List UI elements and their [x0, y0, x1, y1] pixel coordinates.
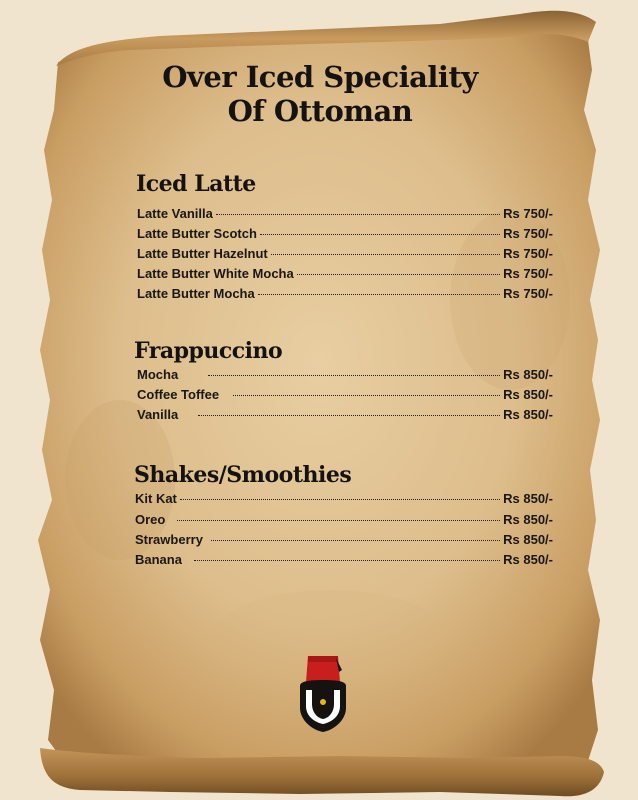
menu-item	[137, 387, 553, 405]
menu-item	[137, 367, 553, 385]
dot-leader	[198, 415, 500, 416]
dot-leader	[208, 375, 500, 376]
item-name: Latte Vanilla	[137, 206, 213, 221]
item-name: Vanilla	[137, 407, 179, 422]
item-name: Banana	[135, 552, 182, 567]
item-name: Latte Butter White Mocha	[137, 266, 294, 281]
item-name: Latte Butter Mocha	[137, 286, 255, 301]
menu-item	[137, 206, 553, 224]
menu-title-line1: Over Iced Speciality	[162, 60, 478, 94]
item-price: Rs 750/-	[503, 206, 553, 221]
dot-leader	[233, 395, 500, 396]
item-name: Latte Butter Scotch	[137, 226, 257, 241]
menu-item	[137, 246, 553, 264]
dot-leader	[258, 294, 500, 295]
dot-leader	[211, 540, 500, 541]
item-name: Mocha	[137, 367, 179, 382]
item-price: Rs 750/-	[503, 246, 553, 261]
fez-icon	[292, 652, 354, 734]
menu-title	[120, 60, 520, 128]
menu-item	[135, 532, 553, 550]
item-price: Rs 750/-	[503, 286, 553, 301]
dot-leader	[194, 560, 500, 561]
dot-leader	[177, 520, 500, 521]
dot-leader	[260, 234, 500, 235]
item-price: Rs 850/-	[503, 532, 553, 547]
menu-item	[137, 266, 553, 284]
item-price: Rs 850/-	[503, 512, 553, 527]
item-name: Kit Kat	[135, 491, 177, 506]
item-price: Rs 850/-	[503, 367, 553, 382]
menu-item	[137, 407, 553, 425]
item-price: Rs 850/-	[503, 491, 553, 506]
menu-item	[135, 552, 553, 570]
item-price: Rs 750/-	[503, 226, 553, 241]
item-name: Latte Butter Hazelnut	[137, 246, 268, 261]
section-heading-iced-latte: Iced Latte	[136, 171, 256, 197]
item-name: Oreo	[135, 512, 166, 527]
menu-title-line2: Of Ottoman	[227, 94, 413, 128]
section-heading-shakes-smoothies: Shakes/Smoothies	[134, 462, 352, 488]
menu-item	[137, 286, 553, 304]
menu-item	[135, 512, 553, 530]
menu-item	[135, 491, 553, 509]
dot-leader	[297, 274, 500, 275]
section-heading-frappuccino: Frappuccino	[134, 338, 283, 364]
item-price: Rs 850/-	[503, 387, 553, 402]
item-price: Rs 750/-	[503, 266, 553, 281]
menu-item	[137, 226, 553, 244]
dot-leader	[180, 499, 500, 500]
item-name: Strawberry	[135, 532, 203, 547]
item-price: Rs 850/-	[503, 552, 553, 567]
item-price: Rs 850/-	[503, 407, 553, 422]
dot-leader	[216, 214, 500, 215]
dot-leader	[271, 254, 500, 255]
item-name: Coffee Toffee	[137, 387, 220, 402]
